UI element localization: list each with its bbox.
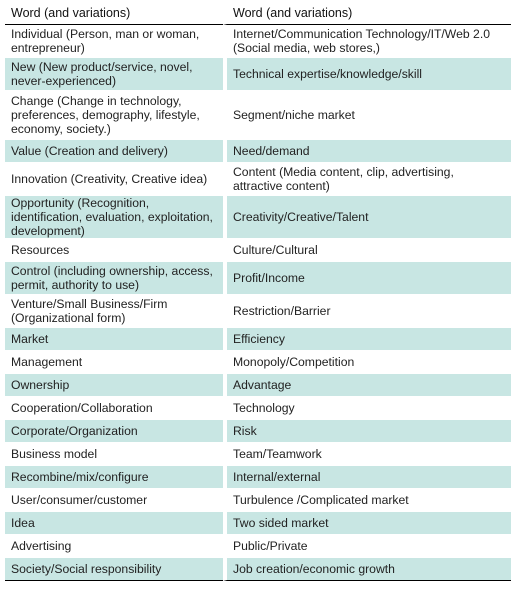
table-body <box>5 25 511 581</box>
table-cell-left: Opportunity (Recognition, identification, evaluation, exploitation, development) <box>5 196 223 239</box>
table-cell-right: Technical expertise/knowledge/skill <box>223 58 511 91</box>
table-cell-left: Management <box>5 351 223 374</box>
table-cell-right: Need/demand <box>223 140 511 163</box>
table-cell-right: Technology <box>223 397 511 420</box>
table-cell-left: Resources <box>5 239 223 262</box>
table-header-row <box>5 2 511 25</box>
table-row <box>5 295 511 328</box>
table-row <box>5 466 511 489</box>
table-cell-right: Internal/external <box>223 466 511 489</box>
table-cell-right: Profit/Income <box>223 262 511 295</box>
table-cell-left: User/consumer/customer <box>5 489 223 512</box>
table-row <box>5 91 511 140</box>
word-table-container <box>5 2 511 581</box>
table-cell-right: Risk <box>223 420 511 443</box>
word-variations-table <box>5 2 511 581</box>
table-row <box>5 397 511 420</box>
table-cell-left: Idea <box>5 512 223 535</box>
table-cell-left: Innovation (Creativity, Creative idea) <box>5 163 223 196</box>
table-row <box>5 374 511 397</box>
table-row <box>5 58 511 91</box>
table-cell-right: Two sided market <box>223 512 511 535</box>
table-cell-left: New (New product/service, novel, never-experienced) <box>5 58 223 91</box>
table-cell-left: Society/Social responsibility <box>5 558 223 581</box>
table-cell-left: Advertising <box>5 535 223 558</box>
table-row <box>5 25 511 58</box>
table-cell-left: Recombine/mix/configure <box>5 466 223 489</box>
table-cell-right: Content (Media content, clip, advertising, attractive content) <box>223 163 511 196</box>
table-row <box>5 239 511 262</box>
table-row <box>5 196 511 239</box>
table-row <box>5 558 511 581</box>
table-row <box>5 420 511 443</box>
table-row <box>5 163 511 196</box>
column-header-left: Word (and variations) <box>5 2 223 25</box>
table-cell-right: Advantage <box>223 374 511 397</box>
table-cell-left: Individual (Person, man or woman, entrepreneur) <box>5 25 223 58</box>
table-cell-right: Segment/niche market <box>223 91 511 140</box>
table-row <box>5 328 511 351</box>
table-cell-left: Ownership <box>5 374 223 397</box>
table-cell-left: Control (including ownership, access, permit, authority to use) <box>5 262 223 295</box>
table-cell-left: Corporate/Organization <box>5 420 223 443</box>
table-row <box>5 535 511 558</box>
table-cell-right: Culture/Cultural <box>223 239 511 262</box>
table-cell-left: Change (Change in technology, preferences, demography, lifestyle, economy, society.) <box>5 91 223 140</box>
table-row <box>5 351 511 374</box>
table-cell-left: Market <box>5 328 223 351</box>
table-cell-right: Job creation/economic growth <box>223 558 511 581</box>
table-row <box>5 443 511 466</box>
table-row <box>5 262 511 295</box>
table-cell-left: Value (Creation and delivery) <box>5 140 223 163</box>
table-row <box>5 489 511 512</box>
table-cell-right: Creativity/Creative/Talent <box>223 196 511 239</box>
table-row <box>5 512 511 535</box>
table-row <box>5 140 511 163</box>
table-cell-right: Public/Private <box>223 535 511 558</box>
table-cell-right: Monopoly/Competition <box>223 351 511 374</box>
table-cell-right: Turbulence /Complicated market <box>223 489 511 512</box>
table-cell-right: Restriction/Barrier <box>223 295 511 328</box>
table-cell-left: Cooperation/Collaboration <box>5 397 223 420</box>
table-cell-right: Efficiency <box>223 328 511 351</box>
table-cell-left: Venture/Small Business/Firm (Organizational form) <box>5 295 223 328</box>
table-cell-right: Team/Teamwork <box>223 443 511 466</box>
table-cell-left: Business model <box>5 443 223 466</box>
column-header-right: Word (and variations) <box>223 2 511 25</box>
table-cell-right: Internet/Communication Technology/IT/Web 2.0 (Social media, web stores,) <box>223 25 511 58</box>
